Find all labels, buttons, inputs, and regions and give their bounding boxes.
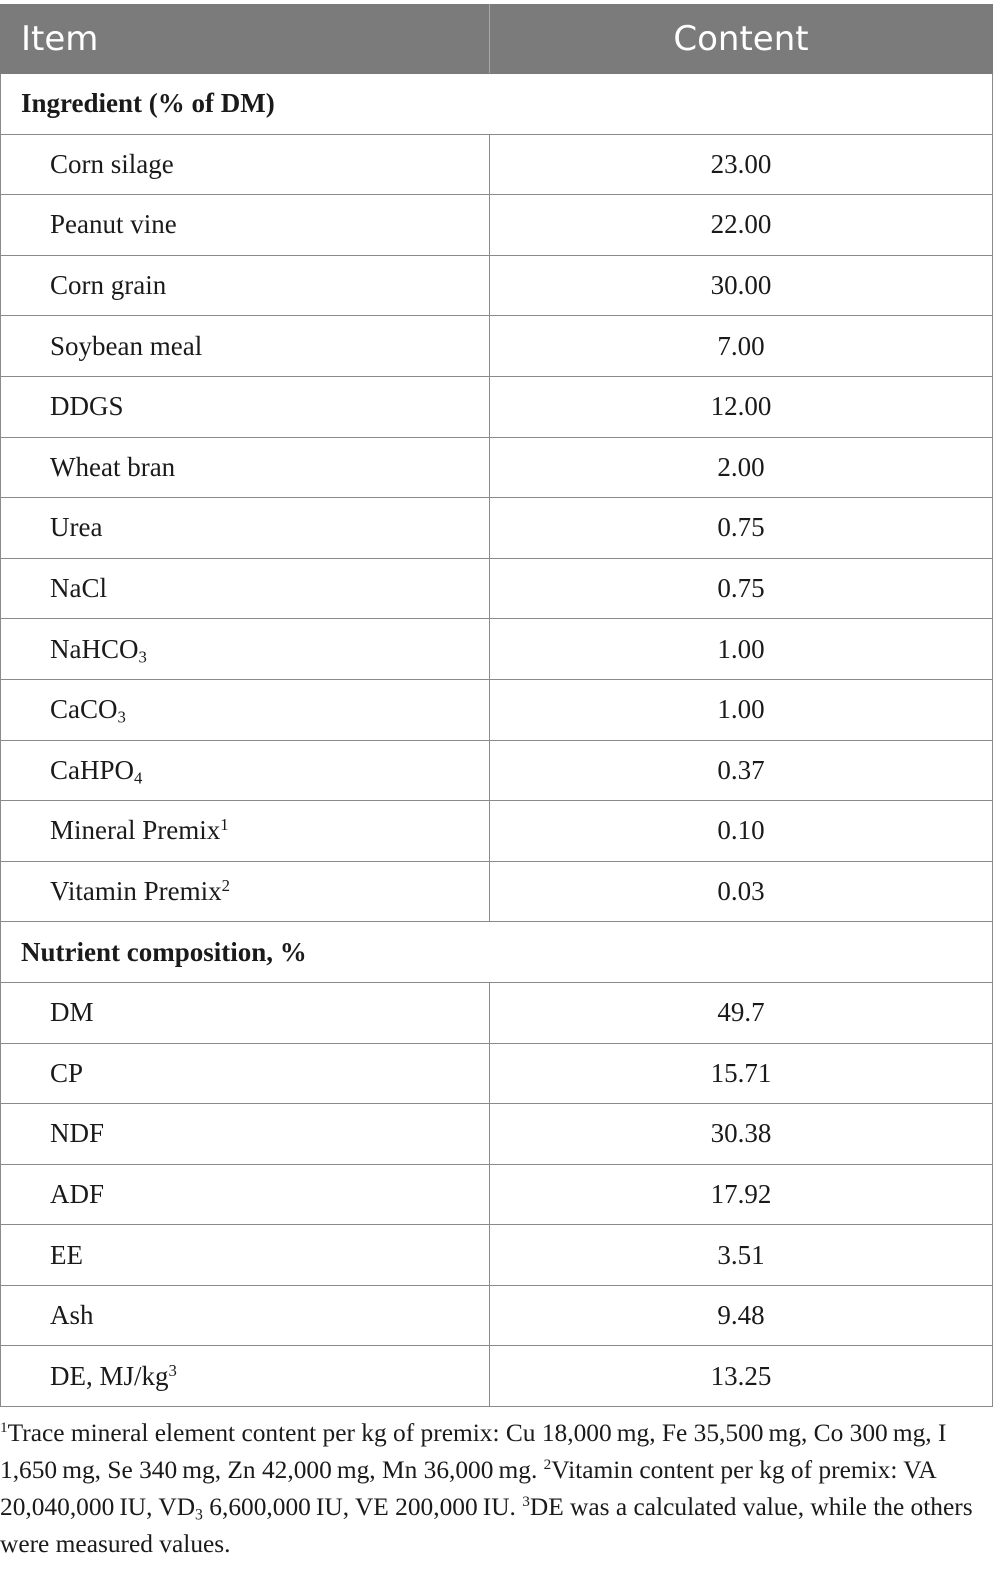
footnote-3-text: DE was a calculated value, while the others were measured values. <box>0 1493 973 1558</box>
content-value: 0.10 <box>490 801 993 862</box>
content-value: 0.37 <box>490 740 993 801</box>
content-value: 17.92 <box>490 1164 993 1225</box>
content-value: 9.48 <box>490 1285 993 1346</box>
item-cell <box>1 376 490 437</box>
footnote-1-mark: 1 <box>0 1418 8 1436</box>
item-name: Soybean meal <box>50 330 203 361</box>
table-row <box>1 982 993 1043</box>
item-cell <box>1 498 490 559</box>
item-cell <box>1 1285 490 1346</box>
table-row <box>1 376 993 437</box>
content-value: 23.00 <box>490 134 993 195</box>
section-header-row <box>1 922 993 983</box>
content-value: 1.00 <box>490 619 993 680</box>
footnote-3-mark: 3 <box>522 1492 530 1510</box>
item-cell <box>1 255 490 316</box>
table-row <box>1 1225 993 1286</box>
content-value: 15.71 <box>490 1043 993 1104</box>
item-cell <box>1 861 490 922</box>
item-name: Peanut vine <box>50 209 177 240</box>
item-cell <box>1 1346 490 1407</box>
item-subscript: 4 <box>134 768 143 788</box>
table-row <box>1 498 993 559</box>
content-value: 30.00 <box>490 255 993 316</box>
item-name: NaHCO <box>50 633 139 664</box>
table-row <box>1 740 993 801</box>
content-value: 13.25 <box>490 1346 993 1407</box>
item-name: CaHPO <box>50 754 135 785</box>
item-name: Wheat bran <box>50 451 176 482</box>
table-row <box>1 801 993 862</box>
table-row <box>1 1164 993 1225</box>
content-value: 1.00 <box>490 679 993 740</box>
content-value: 22.00 <box>490 195 993 256</box>
content-value: 0.03 <box>490 861 993 922</box>
table-row <box>1 619 993 680</box>
item-cell <box>1 437 490 498</box>
table-body <box>1 74 993 1407</box>
item-cell <box>1 1164 490 1225</box>
item-name: DE, MJ/kg <box>50 1360 169 1391</box>
table-row <box>1 1285 993 1346</box>
item-footnote-mark: 2 <box>221 875 230 895</box>
item-name: CP <box>50 1057 84 1088</box>
table-row <box>1 1104 993 1165</box>
footnote-2-mark: 2 <box>543 1455 552 1473</box>
item-cell <box>1 558 490 619</box>
diet-composition-table <box>0 4 993 1407</box>
item-cell <box>1 679 490 740</box>
item-name: NDF <box>50 1118 105 1149</box>
content-value: 7.00 <box>490 316 993 377</box>
table-row <box>1 679 993 740</box>
item-cell <box>1 1104 490 1165</box>
column-header-item: Item <box>1 5 490 74</box>
item-cell <box>1 740 490 801</box>
footnote-2-subscript: 3 <box>195 1506 203 1524</box>
content-value: 3.51 <box>490 1225 993 1286</box>
item-name: DDGS <box>50 391 124 422</box>
item-footnote-mark: 1 <box>220 815 229 835</box>
item-name: DM <box>50 997 94 1028</box>
item-name: Mineral Premix <box>50 815 221 846</box>
item-name: Urea <box>50 512 103 543</box>
table-footnotes <box>0 1415 992 1563</box>
section-title: Nutrient composition, % <box>1 922 993 983</box>
footnote-1-text: Trace mineral element content per kg of premix: Cu 18,000 mg, Fe 35,500 mg, Co 300 mg, I 1,650 mg, Se 340 mg, Zn 42,000 mg, Mn 36,000 mg. <box>0 1419 947 1484</box>
item-name: Corn grain <box>50 270 167 301</box>
column-header-content: Content <box>490 5 993 74</box>
table-row <box>1 861 993 922</box>
footnote-2-text-cont: 6,600,000 IU, VE 200,000 IU. <box>202 1493 523 1521</box>
item-cell <box>1 1043 490 1104</box>
table-row <box>1 1043 993 1104</box>
content-value: 0.75 <box>490 558 993 619</box>
item-name: NaCl <box>50 573 107 604</box>
table-row <box>1 558 993 619</box>
item-cell <box>1 134 490 195</box>
table-row <box>1 134 993 195</box>
item-name: Corn silage <box>50 148 174 179</box>
item-name: Ash <box>50 1300 94 1331</box>
item-cell <box>1 195 490 256</box>
item-name: Vitamin Premix <box>50 876 222 907</box>
content-value: 12.00 <box>490 376 993 437</box>
item-subscript: 3 <box>138 647 147 667</box>
content-value: 2.00 <box>490 437 993 498</box>
item-subscript: 3 <box>117 707 126 727</box>
item-name: ADF <box>50 1178 105 1209</box>
content-value: 0.75 <box>490 498 993 559</box>
table-row <box>1 437 993 498</box>
table-header-row <box>1 5 993 74</box>
content-value: 30.38 <box>490 1104 993 1165</box>
item-name: EE <box>50 1239 83 1270</box>
footnote-2-text: Vitamin content per kg of premix: VA 20,040,000 IU, VD <box>0 1456 936 1521</box>
section-header-row <box>1 74 993 135</box>
item-cell <box>1 982 490 1043</box>
table-row <box>1 316 993 377</box>
table-row <box>1 1346 993 1407</box>
item-cell <box>1 1225 490 1286</box>
item-footnote-mark: 3 <box>168 1360 177 1380</box>
table-row <box>1 255 993 316</box>
item-cell <box>1 619 490 680</box>
item-cell <box>1 801 490 862</box>
content-value: 49.7 <box>490 982 993 1043</box>
section-title: Ingredient (% of DM) <box>1 74 993 135</box>
table-row <box>1 195 993 256</box>
item-name: CaCO <box>50 694 118 725</box>
item-cell <box>1 316 490 377</box>
